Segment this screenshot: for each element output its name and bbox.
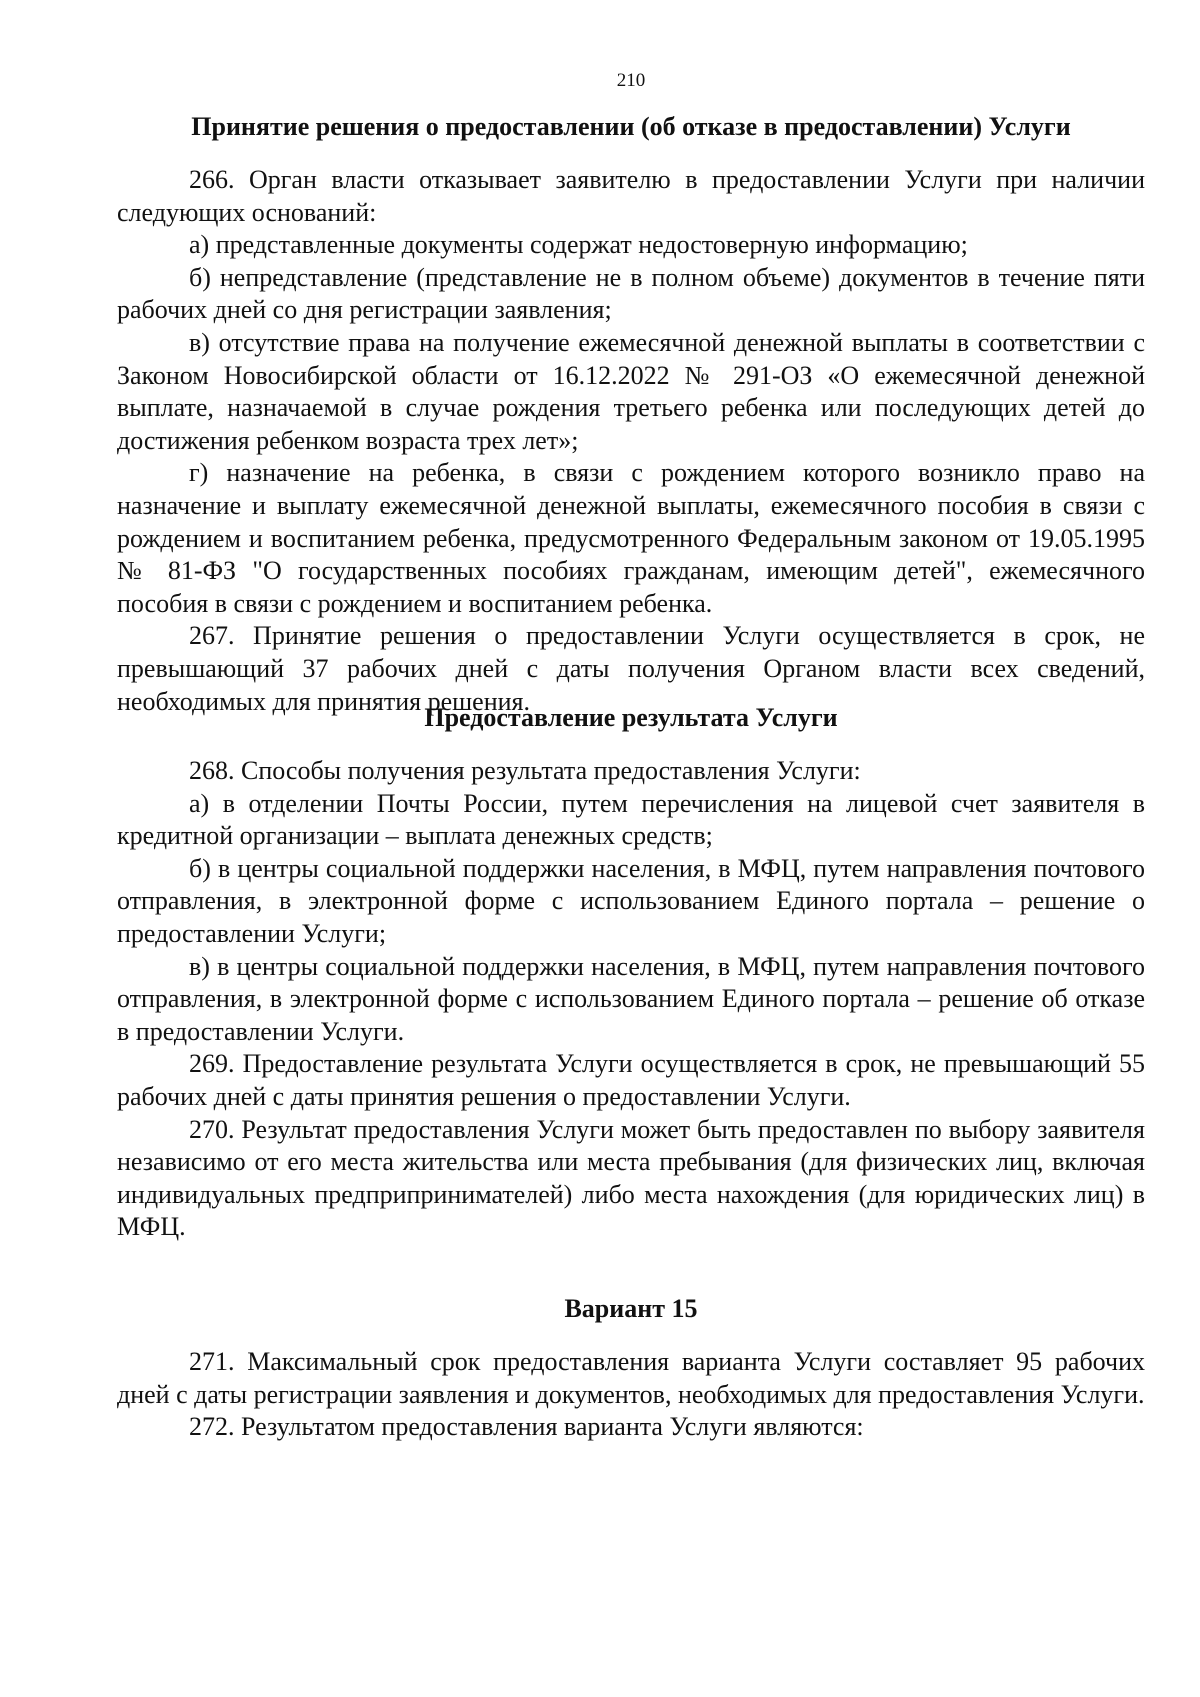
paragraph-268: 268. Способы получения результата предоставления Услуги: xyxy=(189,756,861,785)
section-heading-decision: Принятие решения о предоставлении (об отказе в предоставлении) Услуги xyxy=(191,112,1071,141)
section-heading-variant-15: Вариант 15 xyxy=(564,1294,698,1323)
paragraph-269: 269. Предоставление результата Услуги осуществляется в срок, не превышающий 55 рабочих дней с даты принятия решения о предоставлении Услуги. xyxy=(117,1049,1145,1111)
section-body-variant-15 xyxy=(117,1346,1145,1444)
paragraph-272: 272. Результатом предоставления варианта Услуги являются: xyxy=(189,1412,864,1442)
paragraph-266-b: б) непредставление (представление не в полном объеме) документов в течение пяти рабочих дней со дня регистрации заявления; xyxy=(117,262,1145,325)
paragraph-266-g: г) назначение на ребенка, в связи с рождением которого возникло право на назначение и выплату ежемесячной денежной выплаты, ежемесячного пособия в связи с рождением и воспитанием ребенка, предусмотренного Федеральным законом от 19.05.1995 № 81-ФЗ "О государственных пособиях гражданам, имеющим детей", ежемесячного пособия в связи с рождением и воспитанием ребенка. xyxy=(117,458,1145,618)
paragraph-266: 266. Орган власти отказывает заявителю в предоставлении Услуги при наличии следующих оснований: xyxy=(117,165,1145,227)
paragraph-268-a: а) в отделении Почты России, путем перечисления на лицевой счет заявителя в кредитной организации – выплата денежных средств; xyxy=(117,788,1145,851)
paragraph-267: 267. Принятие решения о предоставлении Услуги осуществляется в срок, не превышающий 37 рабочих дней с даты получения Органом власти всех сведений, необходимых для принятия решения. xyxy=(117,621,1145,716)
section-heading-result: Предоставление результата Услуги xyxy=(424,703,838,732)
paragraph-266-v: в) отсутствие права на получение ежемесячной денежной выплаты в соответствии с Законом Новосибирской области от 16.12.2022 № 291-ОЗ «О ежемесячной денежной выплате, назначаемой в случае рождения третьего ребенка или последующих детей до достижения ребенком возраста трех лет»; xyxy=(117,327,1145,455)
paragraph-270: 270. Результат предоставления Услуги может быть предоставлен по выбору заявителя независимо от его места жительства или места пребывания (для физических лиц, включая индивидуальных предприпринимателей) либо места нахождения (для юридических лиц) в МФЦ. xyxy=(117,1114,1145,1242)
section-body-decision xyxy=(117,164,1145,718)
paragraph-266-a: а) представленные документы содержат недостоверную информацию; xyxy=(189,230,968,260)
paragraph-271: 271. Максимальный срок предоставления варианта Услуги составляет 95 рабочих дней с даты регистрации заявления и документов, необходимых для предоставления Услуги. xyxy=(117,1347,1145,1409)
paragraph-268-v: в) в центры социальной поддержки населения, в МФЦ, путем направления почтового отправления, в электронной форме с использованием Единого портала – решение об отказе в предоставлении Услуги. xyxy=(117,951,1145,1046)
section-body-result xyxy=(117,755,1145,1244)
paragraph-268-b: б) в центры социальной поддержки населения, в МФЦ, путем направления почтового отправления, в электронной форме с использованием Единого портала – решение о предоставлении Услуги; xyxy=(117,853,1145,948)
page-number: 210 xyxy=(616,70,646,91)
